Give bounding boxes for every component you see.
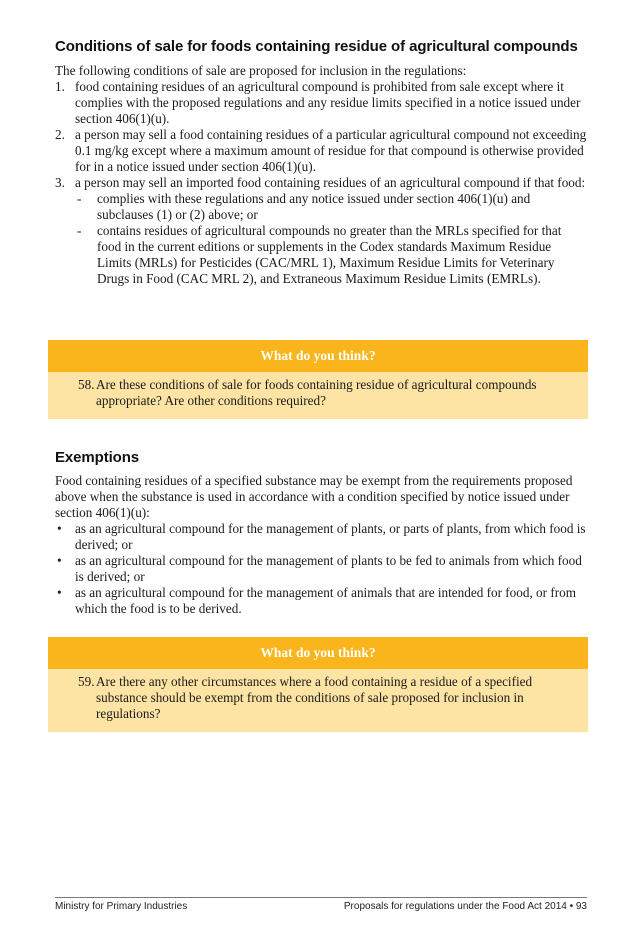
bullet-text: as an agricultural compound for the management of plants, or parts of plants, from which food is derived; or bbox=[75, 521, 586, 552]
box-body bbox=[48, 669, 588, 732]
question-item bbox=[78, 377, 578, 409]
box-heading: What do you think? bbox=[48, 340, 588, 372]
list-item bbox=[55, 127, 588, 175]
section-heading-conditions: Conditions of sale for foods containing residue of agricultural compounds bbox=[55, 38, 578, 55]
question-text: Are there any other circumstances where a food containing a residue of a specified substance should be exempt from the conditions of sale proposed for inclusion in regulations? bbox=[96, 674, 533, 721]
exemptions-section bbox=[55, 449, 588, 617]
bullet-marker: • bbox=[57, 553, 62, 568]
bullet-item bbox=[55, 521, 588, 553]
sub-list bbox=[75, 191, 588, 287]
question-number: 58. bbox=[78, 377, 95, 392]
dash-marker: - bbox=[77, 223, 82, 238]
list-marker: 2. bbox=[55, 127, 65, 142]
box-heading: What do you think? bbox=[48, 637, 588, 669]
dash-marker: - bbox=[77, 191, 82, 206]
bullet-text: as an agricultural compound for the management of plants to be fed to animals from which food is derived; or bbox=[75, 553, 582, 584]
list-item bbox=[55, 175, 588, 287]
list-marker: 1. bbox=[55, 79, 65, 94]
bullet-list bbox=[55, 521, 588, 617]
bullet-text: as an agricultural compound for the management of animals that are intended for food, or from which the food is to be derived. bbox=[75, 585, 576, 616]
list-item-text: food containing residues of an agricultural compound is prohibited from sale except where it complies with the proposed regulations and any residue limits specified in a notice issued under section 406(1)(u). bbox=[75, 79, 581, 126]
sub-list-item bbox=[55, 191, 588, 223]
list-item-text: a person may sell a food containing residues of a particular agricultural compound not exceeding 0.1 mg/kg except where a maximum amount of residue for that compound is otherwise provided for in a notice issued under section 406(1)(u). bbox=[75, 127, 587, 174]
sub-list-item bbox=[55, 223, 588, 287]
list-item bbox=[55, 79, 588, 127]
sub-list-item-text: complies with these regulations and any notice issued under section 406(1)(u) and subclauses (1) or (2) above; or bbox=[97, 191, 531, 222]
numbered-list bbox=[55, 79, 588, 287]
sub-list-item-text: contains residues of agricultural compounds no greater than the MRLs specified for that food in the current editions or supplements in the Codex standards Maximum Residue Limits (MRLs) for Pesticides (CAC/MRL 1), Maximum Residue Limits for Veterinary Drugs in Food (CAC MRL 2), and Extraneous Maximum Residue Limits (EMRLs). bbox=[97, 223, 562, 286]
what-do-you-think-box-59 bbox=[48, 637, 588, 732]
bullet-marker: • bbox=[57, 585, 62, 600]
page-footer bbox=[55, 897, 587, 912]
bullet-item bbox=[55, 553, 588, 585]
question-text: Are these conditions of sale for foods containing residue of agricultural compounds appropriate? Are other conditions required? bbox=[96, 377, 537, 408]
bullet-marker: • bbox=[57, 521, 62, 536]
footer-document-title: Proposals for regulations under the Food Act 2014 • 93 bbox=[343, 901, 587, 912]
section-intro: The following conditions of sale are proposed for inclusion in the regulations: bbox=[55, 63, 467, 78]
section-heading-exemptions: Exemptions bbox=[55, 449, 140, 466]
what-do-you-think-box-58 bbox=[48, 340, 588, 419]
question-item bbox=[78, 674, 578, 722]
exemptions-intro: Food containing residues of a specified substance may be exempt from the requirements proposed above when the substance is used in accordance with a condition specified by notice issued under section 406(1)(u): bbox=[55, 473, 573, 520]
list-item-text: a person may sell an imported food containing residues of an agricultural compound if that food: bbox=[75, 175, 586, 190]
question-number: 59. bbox=[78, 674, 95, 689]
footer-publisher: Ministry for Primary Industries bbox=[55, 901, 188, 912]
box-body bbox=[48, 372, 588, 419]
list-marker: 3. bbox=[55, 175, 65, 190]
bullet-item bbox=[55, 585, 588, 617]
page-content bbox=[55, 38, 588, 287]
